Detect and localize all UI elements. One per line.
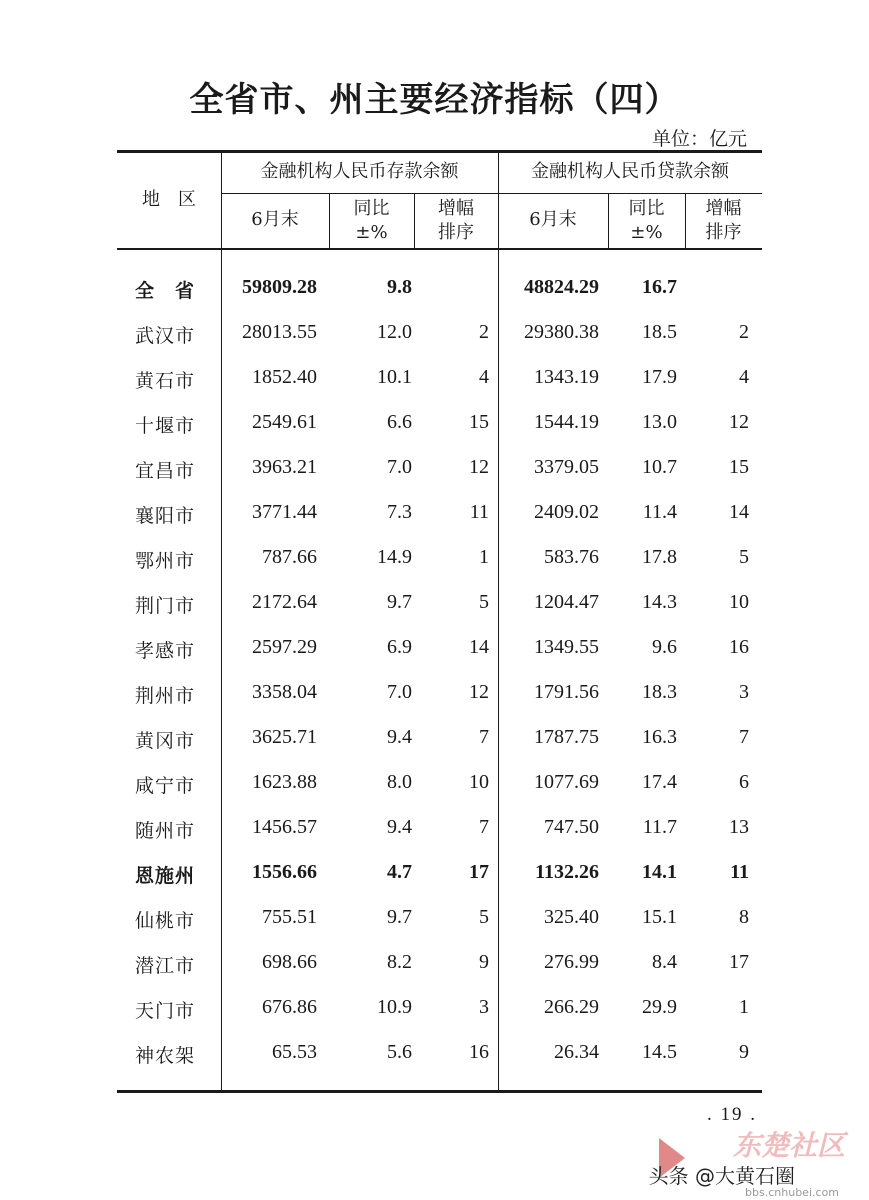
cell-dep: 2597.29 <box>252 636 317 658</box>
cell-dep-yoy: 6.9 <box>387 636 412 658</box>
cell-loan-rank: 14 <box>729 501 749 523</box>
cell-dep: 28013.55 <box>242 321 317 343</box>
cell-dep-rank: 15 <box>469 411 489 433</box>
indicator-table <box>117 150 762 1093</box>
cell-loan-rank: 7 <box>739 726 749 748</box>
loan-yoy-header: 同比 ±% <box>628 198 665 243</box>
deposit-june-header: 6月末 <box>251 209 299 230</box>
cell-dep-yoy: 10.1 <box>377 366 412 388</box>
cell-dep: 1556.66 <box>252 861 317 883</box>
cell-dep-yoy: 7.0 <box>387 681 412 703</box>
cell-dep-rank: 7 <box>479 816 489 838</box>
cell-loan-yoy: 9.6 <box>652 636 677 658</box>
cell-loan-rank: 11 <box>730 861 749 883</box>
cell-loan: 1204.47 <box>534 591 599 613</box>
region-name: 全 省 <box>135 280 196 302</box>
region-name: 神农架 <box>135 1045 196 1067</box>
region-header: 地 区 <box>142 189 196 210</box>
cell-loan-yoy: 10.7 <box>642 456 677 478</box>
cell-dep: 3358.04 <box>252 681 317 703</box>
cell-dep: 65.53 <box>272 1041 317 1063</box>
watermark-text: 头条 @大黄石圈 <box>648 1164 795 1188</box>
table-row <box>117 726 762 756</box>
cell-dep-yoy: 10.9 <box>377 996 412 1018</box>
cell-loan: 1077.69 <box>534 771 599 793</box>
cell-loan: 1787.75 <box>534 726 599 748</box>
cell-dep-yoy: 8.0 <box>387 771 412 793</box>
cell-loan-rank: 4 <box>739 366 749 388</box>
cell-dep-yoy: 5.6 <box>387 1041 412 1063</box>
unit-label: 单位：亿元 <box>651 128 747 150</box>
cell-dep: 1852.40 <box>252 366 317 388</box>
cell-loan: 26.34 <box>554 1041 599 1063</box>
cell-dep: 2172.64 <box>252 591 317 613</box>
region-name: 潜江市 <box>135 955 196 977</box>
cell-dep-rank: 7 <box>479 726 489 748</box>
cell-dep: 1456.57 <box>252 816 317 838</box>
cell-dep-yoy: 9.8 <box>387 276 412 298</box>
cell-dep: 3625.71 <box>252 726 317 748</box>
table-row <box>117 321 762 351</box>
table-row <box>117 366 762 396</box>
cell-dep-yoy: 7.3 <box>387 501 412 523</box>
region-name: 荆州市 <box>135 685 196 707</box>
cell-loan-yoy: 16.7 <box>642 276 677 298</box>
cell-dep-rank: 12 <box>469 681 489 703</box>
cell-loan-rank: 5 <box>739 546 749 568</box>
cell-dep-yoy: 9.4 <box>387 726 412 748</box>
region-name: 黄石市 <box>135 370 196 392</box>
cell-loan-yoy: 29.9 <box>642 996 677 1018</box>
region-name: 襄阳市 <box>135 505 196 527</box>
region-name: 鄂州市 <box>135 550 196 572</box>
table-row <box>117 591 762 621</box>
cell-dep: 2549.61 <box>252 411 317 433</box>
cell-dep: 787.66 <box>262 546 317 568</box>
cell-dep-yoy: 9.7 <box>387 906 412 928</box>
cell-loan-yoy: 16.3 <box>642 726 677 748</box>
cell-dep-rank: 4 <box>479 366 489 388</box>
cell-loan-rank: 17 <box>729 951 749 973</box>
cell-loan: 276.99 <box>544 951 599 973</box>
cell-loan: 747.50 <box>544 816 599 838</box>
cell-loan-rank: 1 <box>739 996 749 1018</box>
cell-loan: 1544.19 <box>534 411 599 433</box>
cell-loan-rank: 8 <box>739 906 749 928</box>
cell-dep-rank: 10 <box>469 771 489 793</box>
cell-dep: 1623.88 <box>252 771 317 793</box>
table-row <box>117 951 762 981</box>
cell-dep-yoy: 14.9 <box>377 546 412 568</box>
cell-loan-rank: 9 <box>739 1041 749 1063</box>
cell-loan: 266.29 <box>544 996 599 1018</box>
cell-dep-yoy: 9.7 <box>387 591 412 613</box>
loan-june-header: 6月末 <box>529 209 577 230</box>
table-bottom-rule <box>117 1090 762 1093</box>
table-row <box>117 816 762 846</box>
cell-loan-rank: 12 <box>729 411 749 433</box>
cell-dep-yoy: 8.2 <box>387 951 412 973</box>
table-row <box>117 636 762 666</box>
cell-dep-rank: 5 <box>479 906 489 928</box>
cell-loan-rank: 15 <box>729 456 749 478</box>
cell-loan-yoy: 13.0 <box>642 411 677 433</box>
region-name: 宜昌市 <box>135 460 196 482</box>
page-title: 全省市、州主要经济指标（四） <box>189 80 680 120</box>
region-name: 武汉市 <box>135 325 196 347</box>
table-top-rule <box>117 150 762 153</box>
region-name: 荆门市 <box>135 595 196 617</box>
cell-loan-yoy: 18.3 <box>642 681 677 703</box>
loan-group-header: 金融机构人民币贷款余额 <box>531 161 729 182</box>
region-name: 仙桃市 <box>135 910 196 932</box>
cell-loan: 3379.05 <box>534 456 599 478</box>
cell-loan: 29380.38 <box>524 321 599 343</box>
cell-loan: 2409.02 <box>534 501 599 523</box>
cell-loan: 583.76 <box>544 546 599 568</box>
region-name: 恩施州 <box>135 865 196 887</box>
cell-dep: 676.86 <box>262 996 317 1018</box>
cell-loan-yoy: 17.8 <box>642 546 677 568</box>
region-name: 咸宁市 <box>135 775 196 797</box>
cell-dep-rank: 3 <box>479 996 489 1018</box>
table-row <box>117 411 762 441</box>
table-row <box>117 546 762 576</box>
cell-dep: 3963.21 <box>252 456 317 478</box>
header-bottom-rule <box>117 248 762 250</box>
loan-rank-header: 增幅 排序 <box>705 198 742 243</box>
cell-dep-rank: 17 <box>469 861 489 883</box>
cell-dep-yoy: 4.7 <box>387 861 412 883</box>
region-name: 黄冈市 <box>135 730 196 752</box>
cell-dep-yoy: 6.6 <box>387 411 412 433</box>
cell-dep-rank: 9 <box>479 951 489 973</box>
cell-dep-yoy: 7.0 <box>387 456 412 478</box>
cell-dep-rank: 5 <box>479 591 489 613</box>
cell-loan: 1132.26 <box>535 861 599 883</box>
table-row <box>117 456 762 486</box>
cell-loan-yoy: 11.7 <box>642 816 677 838</box>
cell-loan-rank: 6 <box>739 771 749 793</box>
cell-loan-yoy: 18.5 <box>642 321 677 343</box>
group-header-rule <box>221 193 762 194</box>
deposit-group-header: 金融机构人民币存款余额 <box>260 161 459 182</box>
cell-loan-rank: 3 <box>739 681 749 703</box>
cell-loan-yoy: 15.1 <box>642 906 677 928</box>
page-number: . 19 . <box>707 1104 757 1125</box>
cell-loan: 1791.56 <box>534 681 599 703</box>
table-row <box>117 681 762 711</box>
cell-loan-rank: 10 <box>729 591 749 613</box>
cell-loan-rank: 16 <box>729 636 749 658</box>
cell-dep-rank: 12 <box>469 456 489 478</box>
cell-loan-yoy: 17.4 <box>642 771 677 793</box>
cell-dep: 3771.44 <box>252 501 317 523</box>
cell-dep: 755.51 <box>262 906 317 928</box>
cell-loan: 325.40 <box>544 906 599 928</box>
cell-dep-yoy: 9.4 <box>387 816 412 838</box>
cell-loan-yoy: 14.5 <box>642 1041 677 1063</box>
watermark-url: bbs.cnhubei.com <box>745 1186 839 1199</box>
cell-dep-rank: 2 <box>479 321 489 343</box>
region-name: 天门市 <box>135 1000 196 1022</box>
region-name: 随州市 <box>135 820 196 842</box>
cell-dep-yoy: 12.0 <box>377 321 412 343</box>
cell-dep-rank: 11 <box>469 501 489 523</box>
cell-loan-yoy: 17.9 <box>642 366 677 388</box>
cell-loan: 1349.55 <box>534 636 599 658</box>
cell-loan: 48824.29 <box>524 276 599 298</box>
cell-loan: 1343.19 <box>534 366 599 388</box>
table-row <box>117 276 762 306</box>
cell-loan-rank: 2 <box>739 321 749 343</box>
region-name: 孝感市 <box>135 640 196 662</box>
cell-dep-rank: 1 <box>479 546 489 568</box>
cell-loan-yoy: 14.1 <box>642 861 677 883</box>
cell-dep-rank: 14 <box>469 636 489 658</box>
cell-loan-yoy: 11.4 <box>642 501 677 523</box>
watermark-logo: 东楚社区 <box>732 1129 845 1162</box>
cell-loan-yoy: 8.4 <box>652 951 677 973</box>
deposit-rank-header: 增幅 排序 <box>438 198 474 243</box>
table-row <box>117 771 762 801</box>
cell-loan-yoy: 14.3 <box>642 591 677 613</box>
cell-dep: 59809.28 <box>242 276 317 298</box>
table-row <box>117 906 762 936</box>
table-row <box>117 861 762 891</box>
table-row <box>117 1041 762 1071</box>
table-row <box>117 501 762 531</box>
deposit-yoy-header: 同比 ±% <box>353 198 390 243</box>
cell-dep: 698.66 <box>262 951 317 973</box>
cell-dep-rank: 16 <box>469 1041 489 1063</box>
table-row <box>117 996 762 1026</box>
region-name: 十堰市 <box>135 415 196 437</box>
cell-loan-rank: 13 <box>729 816 749 838</box>
